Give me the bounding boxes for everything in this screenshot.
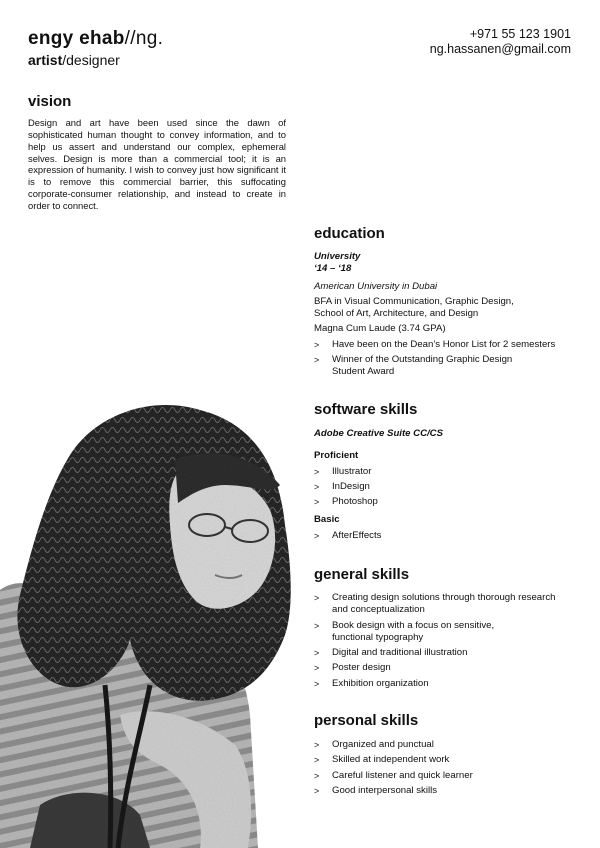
role-secondary: designer xyxy=(66,52,120,68)
list-item: > Illustrator xyxy=(314,465,372,477)
resume-name xyxy=(28,28,163,50)
name-text: engy ehab xyxy=(28,28,125,49)
list-item: > AfterEffects xyxy=(314,529,382,541)
bullet-arrow-icon: > xyxy=(314,355,320,366)
education-section xyxy=(314,251,584,379)
education-level: University xyxy=(314,251,361,262)
software-heading: software skills xyxy=(314,401,418,418)
proficient-label: Proficient xyxy=(314,450,359,462)
vision-heading: vision xyxy=(28,93,72,110)
bullet-arrow-icon: > xyxy=(314,497,320,508)
email-address: ng.hassanen@gmail.com xyxy=(429,42,571,56)
list-item: > Skilled at independent work xyxy=(314,754,450,766)
bullet-arrow-icon: > xyxy=(314,593,320,603)
list-item: > Exhibition organization xyxy=(314,677,429,689)
name-separator: // xyxy=(124,28,136,49)
portrait-photo xyxy=(0,385,300,848)
general-section xyxy=(314,592,584,690)
bullet-arrow-icon: > xyxy=(314,481,320,492)
list-item: > InDesign xyxy=(314,480,370,492)
role-separator: / xyxy=(62,52,67,68)
bullet-arrow-icon: > xyxy=(314,770,320,781)
portrait-illustration xyxy=(0,385,300,848)
personal-section xyxy=(314,739,584,797)
list-item: > Book design with a focus on sensitive, functional typography xyxy=(314,619,495,643)
vision-text: Design and art have been used since the dawn of sophisticated human thought to convey information, and to help us assert and understand our complex, ephemeral selves. Design is more than a commercial tool; it is an expression of humanity. I wish to convey just how significant it is to remove this commercial barrier, this suffocating corporate-consumer relationship, and instead to create in order to connect. xyxy=(28,117,286,211)
bullet-arrow-icon: > xyxy=(314,740,320,750)
job-title xyxy=(28,52,120,68)
list-item: > Careful listener and quick learner xyxy=(314,769,473,781)
software-suite: Adobe Creative Suite CC/CS xyxy=(314,428,444,439)
bullet-arrow-icon: > xyxy=(314,755,320,766)
education-heading: education xyxy=(314,225,385,242)
list-item: > Poster design xyxy=(314,662,391,674)
list-item: > Photoshop xyxy=(314,496,378,508)
contact-block xyxy=(430,27,571,57)
basic-list xyxy=(314,530,584,542)
general-heading: general skills xyxy=(314,566,410,583)
personal-list xyxy=(314,739,584,797)
list-item: > Good interpersonal skills xyxy=(314,784,438,796)
general-list xyxy=(314,592,584,690)
bullet-arrow-icon: > xyxy=(314,530,320,541)
list-item: > Organized and punctual xyxy=(314,739,434,750)
education-school: American University in Dubai xyxy=(314,280,438,292)
bullet-arrow-icon: > xyxy=(314,466,320,477)
bullet-arrow-icon: > xyxy=(314,678,320,689)
list-item: > Have been on the Dean’s Honor List for 2 semesters xyxy=(314,338,556,350)
software-section xyxy=(314,428,584,542)
bullet-arrow-icon: > xyxy=(314,785,320,796)
list-item: > Creating design solutions through thorough research and conceptualization xyxy=(314,592,556,616)
degree-line-1: BFA in Visual Communication, Graphic Design, xyxy=(314,295,514,307)
personal-heading: personal skills xyxy=(314,712,419,729)
bullet-arrow-icon: > xyxy=(314,648,320,659)
role-primary: artist xyxy=(28,52,63,68)
education-years: ‘14 – ‘18 xyxy=(314,263,352,275)
bullet-arrow-icon: > xyxy=(314,339,320,350)
bullet-arrow-icon: > xyxy=(314,663,320,674)
degree-line-2: School of Art, Architecture, and Design xyxy=(314,308,479,320)
education-bullets xyxy=(314,339,584,379)
phone-number: +971 55 123 1901 xyxy=(469,27,571,41)
proficient-list xyxy=(314,466,584,509)
list-item: > Winner of the Outstanding Graphic Design Student Award xyxy=(314,354,513,378)
bullet-arrow-icon: > xyxy=(314,620,320,631)
education-honors: Magna Cum Laude (3.74 GPA) xyxy=(314,323,446,335)
list-item: > Digital and traditional illustration xyxy=(314,647,468,659)
basic-label: Basic xyxy=(314,514,340,526)
name-alias: ng. xyxy=(135,28,164,49)
